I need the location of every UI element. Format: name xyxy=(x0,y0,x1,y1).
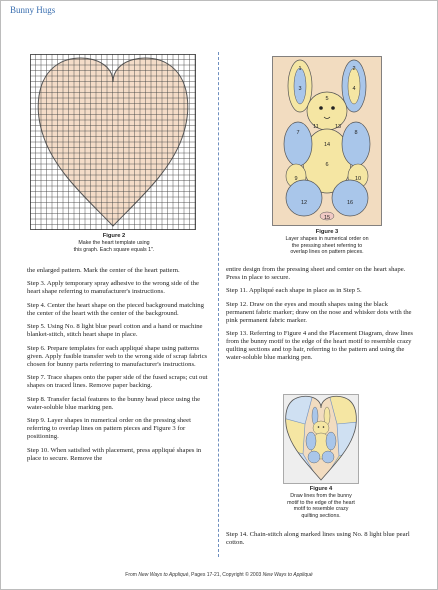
figure-3-number: 15 xyxy=(323,215,331,221)
figure-2-label: Figure 2 xyxy=(102,233,126,239)
figure-3-number: 11 xyxy=(313,124,319,130)
figure-3-label: Figure 3 xyxy=(315,229,339,235)
figure-3-number: 16 xyxy=(346,200,354,206)
left-column xyxy=(27,267,209,468)
figure-3-bunny-layers xyxy=(272,56,382,226)
footer-book-title: New Ways to Appliqué xyxy=(138,572,189,578)
figure-2-caption-line: this graph. Each square equals 1". xyxy=(73,246,155,253)
figure-4-heart-quilting xyxy=(283,394,359,484)
footer-publisher: New Ways to Appliqué xyxy=(262,572,313,578)
figure-4-caption-line: quilting sections. xyxy=(301,513,341,520)
page-header-title: Bunny Hugs xyxy=(10,5,56,15)
figure-3-number: 9 xyxy=(294,176,298,182)
figure-3-caption-line: the pressing sheet referring to xyxy=(291,242,363,249)
instruction-paragraph: Step 14. Chain-stitch along marked lines using No. 8 light blue pearl cotton. xyxy=(226,531,410,547)
figure-3-number: 3 xyxy=(298,86,302,92)
column-divider xyxy=(218,52,219,557)
instruction-paragraph: Step 3. Apply temporary spray adhesive to the wrong side of the heart shape referring to manufacturer's instructions. xyxy=(27,280,199,296)
footer-pages-copyright: , Pages 17-21, Copyright © 2003 xyxy=(188,572,262,578)
instruction-paragraph: entire design from the pressing sheet and center on the heart shape. Press in place to secure. xyxy=(226,266,406,282)
instruction-paragraph: Step 7. Trace shapes onto the paper side of the fused scraps; cut out shapes on traced lines. Remove paper backing. xyxy=(27,374,208,390)
figure-3-number: 14 xyxy=(323,142,331,148)
figure-3-number: 6 xyxy=(325,162,329,168)
figure-3-number: 7 xyxy=(296,130,300,136)
instruction-paragraph: the enlarged pattern. Mark the center of the heart pattern. xyxy=(27,267,180,274)
instruction-paragraph: Step 11. Appliqué each shape in place as in Step 5. xyxy=(226,287,362,295)
instruction-paragraph: Step 9. Layer shapes in numerical order on the pressing sheet referring to overlap lines on pattern pieces and Figure 3 for positioning. xyxy=(27,417,191,441)
figure-3-number: 10 xyxy=(354,176,362,182)
figure-2-caption-line: Make the heart template using xyxy=(78,240,150,247)
figure-3-caption-line: overlap lines on pattern pieces. xyxy=(290,249,364,256)
instruction-paragraph: Step 5. Using No. 8 light blue pearl cotton and a hand or machine blanket-stitch, stitch heart shape in place. xyxy=(27,323,203,339)
instruction-paragraph: Step 4. Center the heart shape on the pieced background matching the center of the heart with the center of the background. xyxy=(27,301,204,317)
figure-3-caption-line: Layer shapes in numerical order on xyxy=(285,236,369,243)
figure-3-caption xyxy=(252,229,402,256)
figure-3-number: 2 xyxy=(352,66,356,72)
figure-3-number: 12 xyxy=(300,200,308,206)
right-column-bottom xyxy=(226,531,416,552)
instruction-paragraph: Step 13. Referring to Figure 4 and the Placement Diagram, draw lines from the bunny motif to the edge of the heart motif to resemble crazy quilting sections and top hair, referring to the pattern and using the water-soluble blue marking pen. xyxy=(226,330,414,362)
figure-3-number: 13 xyxy=(334,124,342,130)
instruction-paragraph: Step 10. When satisfied with placement, press appliqué shapes in place to secure. Remove the xyxy=(27,446,202,462)
instruction-paragraph: Step 6. Prepare templates for each appliqué shape using patterns given. Apply fusible transfer web to the wrong side of scrap fabrics chosen for bunny parts referring to manufacturer's instructions. xyxy=(27,344,208,368)
figure-4-caption-line: Draw lines from the bunny xyxy=(290,493,352,500)
figure-4-caption xyxy=(270,486,372,520)
figure-4-caption-line: motif to the edge of the heart xyxy=(287,499,355,506)
figure-2-caption xyxy=(40,233,188,253)
instruction-paragraph: Step 12. Draw on the eyes and mouth shapes using the black permanent fabric marker; draw on the nose and whisker dots with the pink permanent fabric marker. xyxy=(226,300,412,324)
figure-3-number: 1 xyxy=(298,66,302,72)
figure-4-caption-line: motif to resemble crazy xyxy=(293,506,349,513)
figure-3-number: 4 xyxy=(352,86,356,92)
figure-4-label: Figure 4 xyxy=(309,486,333,492)
right-column-top xyxy=(226,266,416,368)
instruction-paragraph: Step 8. Transfer facial features to the bunny head piece using the water-soluble blue marking pen. xyxy=(27,395,201,411)
figure-3-number: 5 xyxy=(325,96,329,102)
figure-2-heart-grid xyxy=(30,54,196,230)
figure-3-number: 8 xyxy=(354,130,358,136)
footer-prefix: From xyxy=(125,572,137,578)
page-footer xyxy=(0,572,438,578)
